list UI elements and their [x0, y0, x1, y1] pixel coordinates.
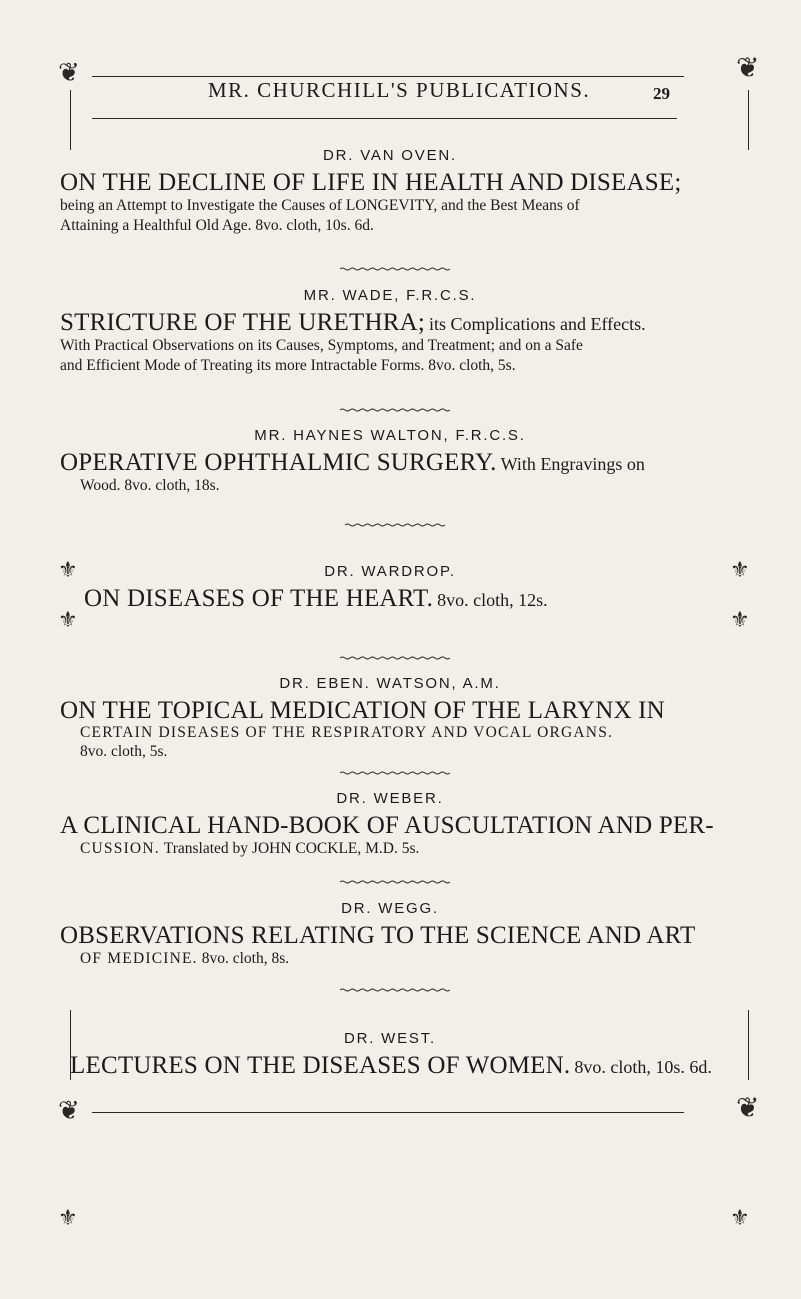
entry-author: MR. WADE, F.R.C.S. [303, 287, 477, 304]
entry-eben-watson [60, 675, 720, 762]
side-ornament-right-3: ⚜ [730, 1206, 750, 1231]
side-ornament-left-2: ⚜ [58, 608, 78, 633]
running-header: MR. CHURCHILL'S PUBLICATIONS. [208, 78, 591, 102]
page-number: 29 [653, 84, 670, 103]
entry-author: MR. HAYNES WALTON, F.R.C.S. [254, 427, 526, 444]
entry-title: OBSERVATIONS RELATING TO THE SCIENCE AND ART [60, 922, 696, 949]
divider-wave [340, 988, 450, 992]
entry-west [60, 1030, 720, 1079]
entry-wardrop [60, 563, 720, 612]
entry-subtitle: 8vo. cloth, 10s. 6d. [574, 1057, 712, 1077]
entry-haynes-walton [60, 427, 720, 496]
side-ornament-left-3: ⚜ [58, 1206, 78, 1231]
top-rule [92, 76, 684, 77]
side-ornament-right-2: ⚜ [730, 608, 750, 633]
entry-subtitle: With Engravings on [500, 454, 645, 474]
entry-title: STRICTURE OF THE URETHRA; [60, 309, 425, 336]
entry-description: OF MEDICINE. [80, 950, 198, 968]
entry-wegg [60, 900, 720, 969]
entry-title: ON DISEASES OF THE HEART. [84, 585, 434, 612]
entry-price: 8vo. cloth, 8s. [201, 950, 290, 968]
divider-wave [340, 771, 450, 775]
side-ornament-left: ⚜ [58, 558, 78, 583]
entry-subtitle: its Complications and Effects. [428, 314, 646, 334]
entry-author: DR. WEGG. [341, 900, 439, 917]
entry-description: CUSSION. [80, 840, 160, 858]
divider-wave [340, 408, 450, 412]
divider-wave [345, 523, 445, 527]
entry-author: DR. WEBER. [336, 790, 444, 807]
entry-van-oven [60, 147, 720, 235]
entry-description: and Efficient Mode of Treating its more Intractable Forms. 8vo. cloth, 5s. [60, 356, 516, 374]
header-rule [92, 118, 677, 119]
entry-author: DR. WEST. [343, 1030, 437, 1047]
entry-translator: Translated by JOHN COCKLE, M.D. 5s. [163, 840, 420, 858]
corner-ornament-bottom-right: ❦ [736, 1091, 760, 1124]
divider-wave [340, 267, 450, 271]
divider-wave [340, 656, 450, 660]
entry-description: CERTAIN DISEASES OF THE RESPIRATORY AND VOCAL ORGANS. [80, 724, 614, 742]
entry-description: 8vo. cloth, 5s. [80, 743, 168, 761]
entry-description: With Practical Observations on its Causes, Symptoms, and Treatment; and on a Safe [60, 337, 583, 355]
right-border-upper [748, 90, 749, 150]
bottom-rule [92, 1112, 684, 1113]
entry-description: being an Attempt to Investigate the Causes of LONGEVITY, and the Best Means of [60, 197, 580, 215]
entry-description: Wood. 8vo. cloth, 18s. [80, 477, 220, 495]
left-border-upper [70, 90, 71, 150]
entry-subtitle: 8vo. cloth, 12s. [437, 590, 548, 610]
entry-author: DR. EBEN. WATSON, A.M. [279, 675, 501, 692]
divider-wave [340, 880, 450, 884]
entry-author: DR. WARDROP. [324, 563, 456, 580]
left-border-lower [70, 1010, 71, 1080]
entry-description: Attaining a Healthful Old Age. 8vo. cloth, 10s. 6d. [60, 216, 374, 234]
entry-title: A CLINICAL HAND-BOOK OF AUSCULTATION AND PER- [60, 812, 714, 839]
entry-title: ON THE DECLINE OF LIFE IN HEALTH AND DISEASE; [60, 169, 682, 196]
entry-wade [60, 287, 720, 375]
entry-title: ON THE TOPICAL MEDICATION OF THE LARYNX IN [60, 697, 665, 724]
entry-title: LECTURES ON THE DISEASES OF WOMEN. [70, 1052, 571, 1079]
entry-title: OPERATIVE OPHTHALMIC SURGERY. [60, 449, 497, 476]
corner-ornament-top-right: ❦ [736, 51, 760, 84]
side-ornament-right: ⚜ [730, 558, 750, 583]
entry-author: DR. VAN OVEN. [323, 147, 457, 164]
corner-ornament-top-left: ❦ [58, 58, 80, 88]
right-border-lower [748, 1010, 749, 1080]
corner-ornament-bottom-left: ❦ [58, 1096, 80, 1126]
entry-weber [60, 790, 720, 859]
